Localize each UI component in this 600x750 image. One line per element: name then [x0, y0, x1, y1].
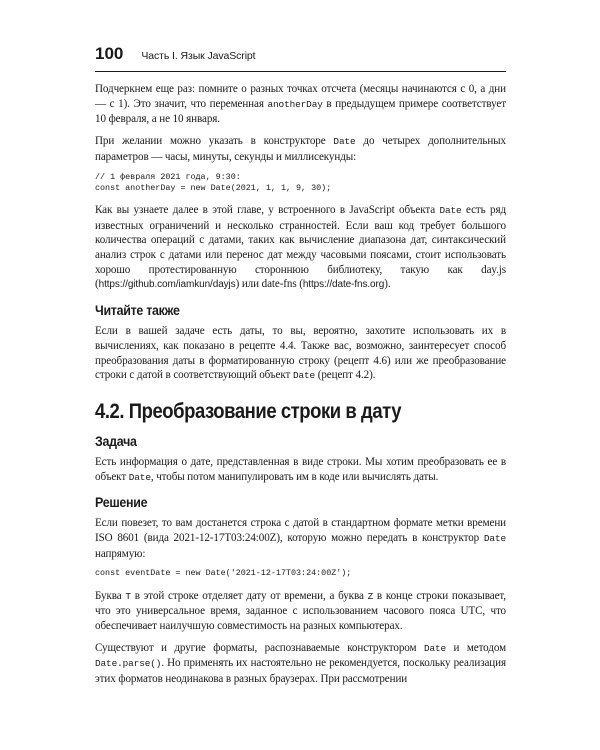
- paragraph-t-z-letters: Буква T в этой строке отделяет дату от времени, а буква Z в конце строки показывает, что это универсальное время, заданное с использованием часового пояса UTC, что обеспечивает наилучшую совместимость на разных компьютерах.: [95, 589, 506, 633]
- inline-code: T: [125, 590, 131, 602]
- dayjs-url: https://github.com/iamkun/dayjs: [98, 279, 236, 291]
- paragraph-see-also: Если в вашей задаче есть даты, то вы, вероятно, захотите использовать их в вычислениях, как показано в рецепте 4.4. Также вас, возможно, заинтересует способ преобразования даты в форматированную строку (рецепт 4.6) или же преобразование строки с датой в соответствующий объект Date (рецепт 4.2).: [95, 325, 506, 382]
- heading-see-also: Читайте также: [95, 303, 180, 319]
- datefns-url: https://date-fns.org: [302, 279, 385, 291]
- paragraph-month-offset: Подчеркнем еще раз: помните о разных точках отсчета (месяцы начинаются с 0, а дни — с 1). Это значит, что переменная anotherDay в предыдущем примере соответствует 10 февраля, а не 10 января.: [95, 83, 507, 126]
- running-title: Часть I. Язык JavaScript: [141, 50, 256, 62]
- inline-code: Z: [367, 590, 374, 602]
- code-line: // 1 февраля 2021 года, 9:30:: [95, 171, 241, 182]
- section-heading: 4.2. Преобразование строки в дату: [95, 399, 402, 423]
- code-block-event-date: [95, 568, 506, 579]
- code-block-another-day: [95, 172, 506, 194]
- code-line: const eventDate = new Date('2021-12-17T03:24:00Z');: [95, 568, 352, 579]
- inline-code: Date: [423, 642, 447, 654]
- paragraph-constructor-params: При желании можно указать в конструкторе Date до четырех дополнительных параметров — часы, минуты, секунды и миллисекунды:: [95, 135, 506, 163]
- heading-task: Задача: [95, 433, 137, 449]
- inline-code: Date.parse(): [95, 658, 162, 670]
- inline-code: Date: [128, 471, 151, 483]
- page-content: [95, 82, 506, 694]
- inline-code: Date: [439, 204, 462, 216]
- paragraph-other-formats: Существуют и другие форматы, распознаваемые конструктором Date и методом Date.parse(). Но применять их настоятельно не рекомендуется, поскольку реализация этих форматов неодинакова в разных браузерах. При рассмотрении: [95, 641, 506, 686]
- inline-code: Date: [483, 533, 506, 545]
- paragraph-libraries: Как вы узнаете далее в этой главе, у встроенного в JavaScript объекта Date есть ряд известных ограничений и несколько странностей. Если ваш код требует большого количества операций с датами, таких как вычисление диапазона дат, синтаксический анализ строк с датами или перенос дат между часовыми поясами, стоит использовать хорошо протестированную стороннюю библиотеку, такую как day.js (https://github.com/iamkun/dayjs) или date-fns (https://date-fns.org).: [95, 203, 506, 291]
- inline-code: anotherDay: [267, 98, 323, 110]
- code-line: const anotherDay = new Date(2021, 1, 1, 9, 30);: [95, 182, 332, 193]
- paragraph-task: Есть информация о дате, представленная в виде строки. Мы хотим преобразовать ее в объект Date, чтобы потом манипулировать им в коде или вычислять даты.: [95, 455, 506, 483]
- inline-code: Date: [292, 370, 316, 382]
- heading-solution: Решение: [95, 495, 148, 511]
- paragraph-solution: Если повезет, то вам достанется строка с датой в стандартном формате метки времени ISO 8601 (вида 2021-12-17T03:24:00Z), которую можно передать в конструктор Date напрямую:: [95, 517, 506, 560]
- inline-code: Date: [333, 136, 356, 148]
- running-header: [95, 44, 506, 72]
- page-number: 100: [95, 44, 124, 63]
